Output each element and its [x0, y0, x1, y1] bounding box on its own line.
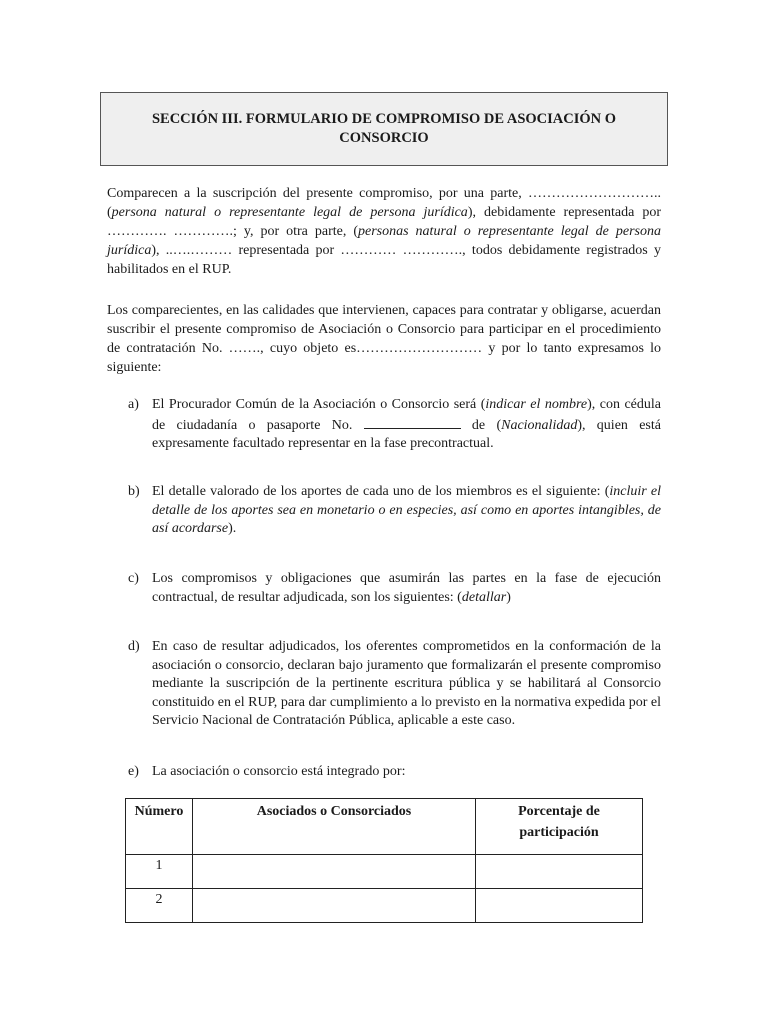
paragraph-comparecientes	[107, 301, 661, 377]
list-item-e-text	[152, 763, 661, 782]
c-i1: detallar	[461, 589, 507, 605]
p1-text-e: ), ..….……… representada por ………… …………., todos debidamente registrados y habilitados en el RUP.	[107, 243, 661, 277]
a-i1: indicar el nombre	[485, 397, 588, 412]
c-t1: Los compromisos y obligaciones que asumirán las partes en la fase de ejecución contractual, de resultar adjudicada, son los siguientes: (	[152, 571, 661, 605]
table-row	[126, 855, 643, 889]
list-item-c	[107, 570, 661, 607]
a-t3: de (	[460, 417, 502, 433]
p1-italic-d: personas natural o representante legal de persona jurídica	[107, 224, 661, 258]
list-item-b	[107, 483, 661, 539]
e-t1: La asociación o consorcio está integrado por:	[152, 764, 406, 779]
list-item-a-text	[152, 396, 661, 454]
list-item-d	[107, 638, 661, 731]
p1-text-a: Comparecen a la suscripción del presente compromiso, por una parte, ………………………..(	[107, 186, 661, 220]
paragraph-comparecen	[107, 184, 661, 279]
a-t2: ), con cédula de ciudadanía o pasaporte No.	[152, 397, 661, 433]
row-percentage-cell	[476, 889, 643, 923]
a-t1: El Procurador Común de la Asociación o Consorcio será (	[152, 397, 486, 412]
list-item-c-text	[152, 570, 661, 607]
b-i1: incluir el detalle de los aportes sea en monetario o en especies, así como en aportes intangibles, de así acordarse	[152, 484, 661, 536]
table-row	[126, 889, 643, 923]
list-item-d-text	[152, 638, 661, 731]
row-number: 2	[126, 889, 193, 923]
d-t1: En caso de resultar adjudicados, los oferentes comprometidos en la conformación de la asociación o consorcio, declaran bajo juramento que formalizarán el presente compromiso mediante la suscripción de la pertinente escritura pública y se habilitará al Consorcio constituido en el RUP, para dar cumplimiento a lo previsto en la normativa expedida por el Servicio Nacional de Contratación Pública, aplicable a este caso.	[152, 639, 661, 728]
header-porcentaje	[476, 799, 643, 855]
c-t2: )	[506, 589, 511, 605]
list-item-c-label: c)	[128, 571, 139, 586]
section-title	[100, 92, 668, 166]
list-item-b-text	[152, 483, 661, 539]
header-asociados: Asociados o Consorciados	[193, 799, 476, 855]
section-title-text: SECCIÓN III. FORMULARIO DE COMPROMISO DE ASOCIACIÓN O CONSORCIO	[151, 111, 617, 146]
list-item-a-label: a)	[128, 397, 139, 412]
a-t4: ), quien está expresamente facultado representar en la fase precontractual.	[152, 417, 661, 451]
p1-italic-b: persona natural o representante legal de persona jurídica	[111, 205, 468, 220]
a-i2: Nacionalidad	[501, 417, 578, 433]
list-item-e-label: e)	[128, 764, 139, 779]
list-item-b-label: b)	[128, 484, 140, 499]
list-item-a	[107, 396, 661, 454]
header-numero: Número	[126, 799, 193, 855]
b-t2: ).	[228, 521, 237, 536]
table-header-row	[126, 799, 643, 855]
b-t1: El detalle valorado de los aportes de cada uno de los miembros es el siguiente: (	[152, 484, 610, 499]
list-item-d-label: d)	[128, 639, 140, 654]
row-number: 1	[126, 855, 193, 889]
list-item-e	[107, 763, 661, 782]
row-percentage-cell	[476, 855, 643, 889]
header-porcentaje-text: Porcentaje de participación	[518, 804, 600, 840]
p2-text: Los comparecientes, en las calidades que intervienen, capaces para contratar y obligarse, acuerdan suscribir el presente compromiso de Asociación o Consorcio para participar en el procedimiento de contratación No. ……., cuyo objeto es……………………… y por lo tanto expresamos lo siguiente:	[107, 303, 661, 375]
passport-blank-line	[364, 415, 461, 429]
row-member-cell	[193, 855, 476, 889]
row-member-cell	[193, 889, 476, 923]
p1-text-c: ), debidamente representada por …………. ………….; y, por otra parte, (	[107, 205, 661, 239]
members-table	[125, 798, 643, 923]
